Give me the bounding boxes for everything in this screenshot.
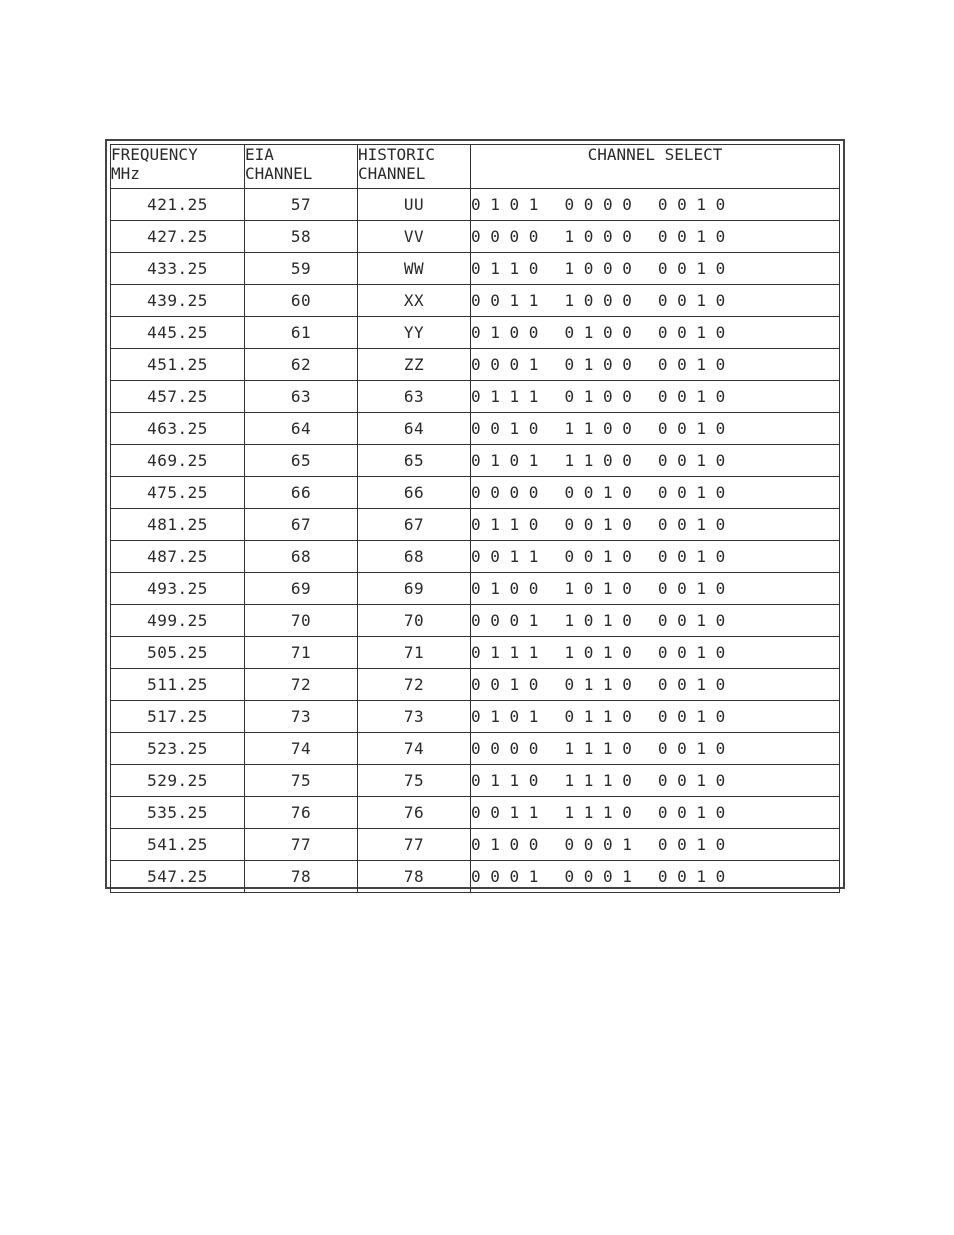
eia-channel-cell: 61 [245, 317, 358, 349]
historic-channel-cell: 76 [358, 797, 471, 829]
historic-channel-cell: 70 [358, 605, 471, 637]
eia-channel-cell: 76 [245, 797, 358, 829]
bit-group: 0 0 0 1 [471, 355, 539, 374]
bit-group: 1 0 1 0 [564, 579, 632, 598]
historic-channel-cell: 63 [358, 381, 471, 413]
bit-group: 0 1 0 1 [471, 707, 539, 726]
table-row [111, 733, 840, 765]
bit-group: 0 0 1 0 [657, 323, 726, 342]
bit-group: 0 1 0 0 [564, 323, 632, 342]
channel-select-cell [471, 381, 840, 413]
channel-select-cell [471, 797, 840, 829]
frequency-cell: 451.25 [111, 349, 245, 381]
channel-select-cell [471, 221, 840, 253]
bit-group: 1 0 0 0 [564, 227, 632, 246]
bit-group: 0 0 1 0 [657, 259, 726, 278]
eia-channel-cell: 72 [245, 669, 358, 701]
historic-channel-cell: 75 [358, 765, 471, 797]
eia-channel-cell: 66 [245, 477, 358, 509]
frequency-cell: 541.25 [111, 829, 245, 861]
eia-channel-cell: 77 [245, 829, 358, 861]
frequency-cell: 433.25 [111, 253, 245, 285]
channel-select-cell [471, 669, 840, 701]
frequency-cell: 505.25 [111, 637, 245, 669]
channel-select-cell [471, 349, 840, 381]
frequency-cell: 493.25 [111, 573, 245, 605]
eia-channel-header [245, 145, 358, 189]
bit-group: 0 0 0 0 [471, 483, 539, 502]
eia-channel-cell: 65 [245, 445, 358, 477]
bit-group: 0 1 0 0 [471, 835, 539, 854]
eia-channel-cell: 64 [245, 413, 358, 445]
bit-group: 0 0 1 0 [657, 675, 726, 694]
frequency-cell: 439.25 [111, 285, 245, 317]
eia-header-line1: EIA [245, 145, 274, 164]
frequency-cell: 427.25 [111, 221, 245, 253]
historic-channel-cell: WW [358, 253, 471, 285]
eia-channel-cell: 71 [245, 637, 358, 669]
frequency-cell: 463.25 [111, 413, 245, 445]
bit-group: 1 0 0 0 [564, 259, 632, 278]
historic-header-line1: HISTORIC [358, 145, 436, 164]
bit-group: 0 0 0 0 [471, 227, 539, 246]
historic-channel-cell: UU [358, 189, 471, 221]
channel-select-cell [471, 733, 840, 765]
bit-group: 0 0 1 1 [471, 803, 539, 822]
bit-group: 0 1 0 0 [471, 323, 539, 342]
frequency-header [111, 145, 245, 189]
historic-channel-cell: VV [358, 221, 471, 253]
frequency-cell: 457.25 [111, 381, 245, 413]
historic-channel-cell: 65 [358, 445, 471, 477]
eia-channel-cell: 63 [245, 381, 358, 413]
historic-channel-cell: 74 [358, 733, 471, 765]
bit-group: 0 1 0 0 [564, 355, 632, 374]
channel-select-cell [471, 445, 840, 477]
eia-channel-cell: 69 [245, 573, 358, 605]
eia-channel-cell: 59 [245, 253, 358, 285]
header-row [111, 145, 840, 189]
bit-group: 1 0 0 0 [564, 291, 632, 310]
eia-channel-cell: 60 [245, 285, 358, 317]
frequency-cell: 535.25 [111, 797, 245, 829]
bit-group: 0 0 1 0 [471, 419, 539, 438]
eia-channel-cell: 58 [245, 221, 358, 253]
bit-group: 0 1 1 1 [471, 387, 539, 406]
historic-header-line2: CHANNEL [358, 164, 426, 183]
channel-select-cell [471, 253, 840, 285]
frequency-cell: 529.25 [111, 765, 245, 797]
bit-group: 0 1 1 0 [564, 707, 632, 726]
frequency-cell: 445.25 [111, 317, 245, 349]
eia-channel-cell: 74 [245, 733, 358, 765]
bit-group: 0 1 0 1 [471, 451, 539, 470]
historic-channel-cell: 68 [358, 541, 471, 573]
bit-group: 0 0 1 0 [657, 611, 726, 630]
table-row [111, 221, 840, 253]
channel-select-cell [471, 477, 840, 509]
bit-group: 0 0 1 0 [657, 707, 726, 726]
bit-group: 0 1 1 0 [471, 771, 539, 790]
bit-group: 0 1 1 0 [564, 675, 632, 694]
channel-select-cell [471, 541, 840, 573]
frequency-cell: 487.25 [111, 541, 245, 573]
bit-group: 0 0 0 1 [471, 611, 539, 630]
historic-channel-cell: YY [358, 317, 471, 349]
eia-channel-cell: 75 [245, 765, 358, 797]
bit-group: 0 0 1 0 [471, 675, 539, 694]
eia-header-line2: CHANNEL [245, 164, 313, 183]
eia-channel-cell: 67 [245, 509, 358, 541]
bit-group: 0 1 0 0 [471, 579, 539, 598]
historic-channel-header [358, 145, 471, 189]
channel-select-cell [471, 605, 840, 637]
bit-group: 0 0 1 0 [657, 195, 726, 214]
frequency-cell: 523.25 [111, 733, 245, 765]
historic-channel-cell: ZZ [358, 349, 471, 381]
frequency-header-line2: MHz [111, 164, 140, 183]
historic-channel-cell: 64 [358, 413, 471, 445]
bit-group: 1 0 1 0 [564, 643, 632, 662]
table-row [111, 637, 840, 669]
bit-group: 1 1 1 0 [564, 771, 632, 790]
eia-channel-cell: 73 [245, 701, 358, 733]
bit-group: 0 1 1 0 [471, 515, 539, 534]
bit-group: 0 0 0 0 [564, 195, 632, 214]
bit-group: 0 0 1 0 [657, 643, 726, 662]
table-row [111, 189, 840, 221]
table-row [111, 701, 840, 733]
historic-channel-cell: 69 [358, 573, 471, 605]
bit-group: 0 1 0 1 [471, 195, 539, 214]
table-row [111, 605, 840, 637]
bit-group: 0 0 1 0 [657, 803, 726, 822]
table-row [111, 253, 840, 285]
bit-group: 0 1 0 0 [564, 387, 632, 406]
eia-channel-cell: 70 [245, 605, 358, 637]
channel-select-cell [471, 637, 840, 669]
bit-group: 0 0 1 0 [657, 771, 726, 790]
bit-group: 1 1 0 0 [564, 419, 632, 438]
bit-group: 0 0 1 0 [564, 515, 632, 534]
bit-group: 0 0 1 0 [657, 515, 726, 534]
table-row [111, 445, 840, 477]
channel-select-cell [471, 573, 840, 605]
bit-group: 1 1 0 0 [564, 451, 632, 470]
bit-group: 1 1 1 0 [564, 803, 632, 822]
bit-group: 0 0 0 0 [471, 739, 539, 758]
historic-channel-cell: 71 [358, 637, 471, 669]
table-row [111, 477, 840, 509]
historic-channel-cell: 77 [358, 829, 471, 861]
bit-group: 0 0 1 0 [657, 867, 726, 886]
frequency-cell: 547.25 [111, 861, 245, 893]
table-row [111, 317, 840, 349]
frequency-cell: 499.25 [111, 605, 245, 637]
bit-group: 0 0 1 1 [471, 547, 539, 566]
table-row [111, 509, 840, 541]
channel-select-cell [471, 413, 840, 445]
bit-group: 0 0 1 0 [657, 291, 726, 310]
table-row [111, 573, 840, 605]
table-row [111, 829, 840, 861]
bit-group: 0 0 0 1 [471, 867, 539, 886]
bit-group: 0 0 1 0 [657, 387, 726, 406]
frequency-cell: 481.25 [111, 509, 245, 541]
bit-group: 1 0 1 0 [564, 611, 632, 630]
frequency-cell: 511.25 [111, 669, 245, 701]
bit-group: 0 1 1 0 [471, 259, 539, 278]
bit-group: 0 0 1 0 [657, 355, 726, 374]
channel-select-header: CHANNEL SELECT [471, 145, 840, 189]
historic-channel-cell: 66 [358, 477, 471, 509]
table-row [111, 797, 840, 829]
eia-channel-cell: 62 [245, 349, 358, 381]
table-row [111, 413, 840, 445]
channel-select-cell [471, 701, 840, 733]
table-row [111, 669, 840, 701]
frequency-cell: 469.25 [111, 445, 245, 477]
channel-table [110, 144, 840, 893]
channel-table-frame [105, 139, 845, 889]
channel-select-cell [471, 829, 840, 861]
bit-group: 0 0 1 1 [471, 291, 539, 310]
table-body [111, 189, 840, 893]
channel-select-cell [471, 189, 840, 221]
frequency-cell: 421.25 [111, 189, 245, 221]
historic-channel-cell: 67 [358, 509, 471, 541]
table-row [111, 349, 840, 381]
bit-group: 0 0 1 0 [657, 547, 726, 566]
channel-select-cell [471, 285, 840, 317]
historic-channel-cell: 78 [358, 861, 471, 893]
channel-select-cell [471, 509, 840, 541]
bit-group: 0 0 1 0 [657, 835, 726, 854]
frequency-cell: 475.25 [111, 477, 245, 509]
eia-channel-cell: 68 [245, 541, 358, 573]
frequency-cell: 517.25 [111, 701, 245, 733]
table-row [111, 861, 840, 893]
table-row [111, 765, 840, 797]
table-row [111, 285, 840, 317]
bit-group: 0 0 1 0 [657, 579, 726, 598]
bit-group: 0 0 1 0 [657, 227, 726, 246]
table-row [111, 541, 840, 573]
bit-group: 0 0 0 1 [564, 867, 632, 886]
historic-channel-cell: 73 [358, 701, 471, 733]
bit-group: 0 0 0 1 [564, 835, 632, 854]
historic-channel-cell: 72 [358, 669, 471, 701]
eia-channel-cell: 78 [245, 861, 358, 893]
bit-group: 0 1 1 1 [471, 643, 539, 662]
bit-group: 0 0 1 0 [564, 547, 632, 566]
bit-group: 0 0 1 0 [657, 739, 726, 758]
bit-group: 1 1 1 0 [564, 739, 632, 758]
table-row [111, 381, 840, 413]
bit-group: 0 0 1 0 [657, 451, 726, 470]
channel-select-cell [471, 861, 840, 893]
bit-group: 0 0 1 0 [564, 483, 632, 502]
channel-select-cell [471, 317, 840, 349]
eia-channel-cell: 57 [245, 189, 358, 221]
frequency-header-line1: FREQUENCY [111, 145, 198, 164]
channel-select-cell [471, 765, 840, 797]
historic-channel-cell: XX [358, 285, 471, 317]
bit-group: 0 0 1 0 [657, 483, 726, 502]
bit-group: 0 0 1 0 [657, 419, 726, 438]
